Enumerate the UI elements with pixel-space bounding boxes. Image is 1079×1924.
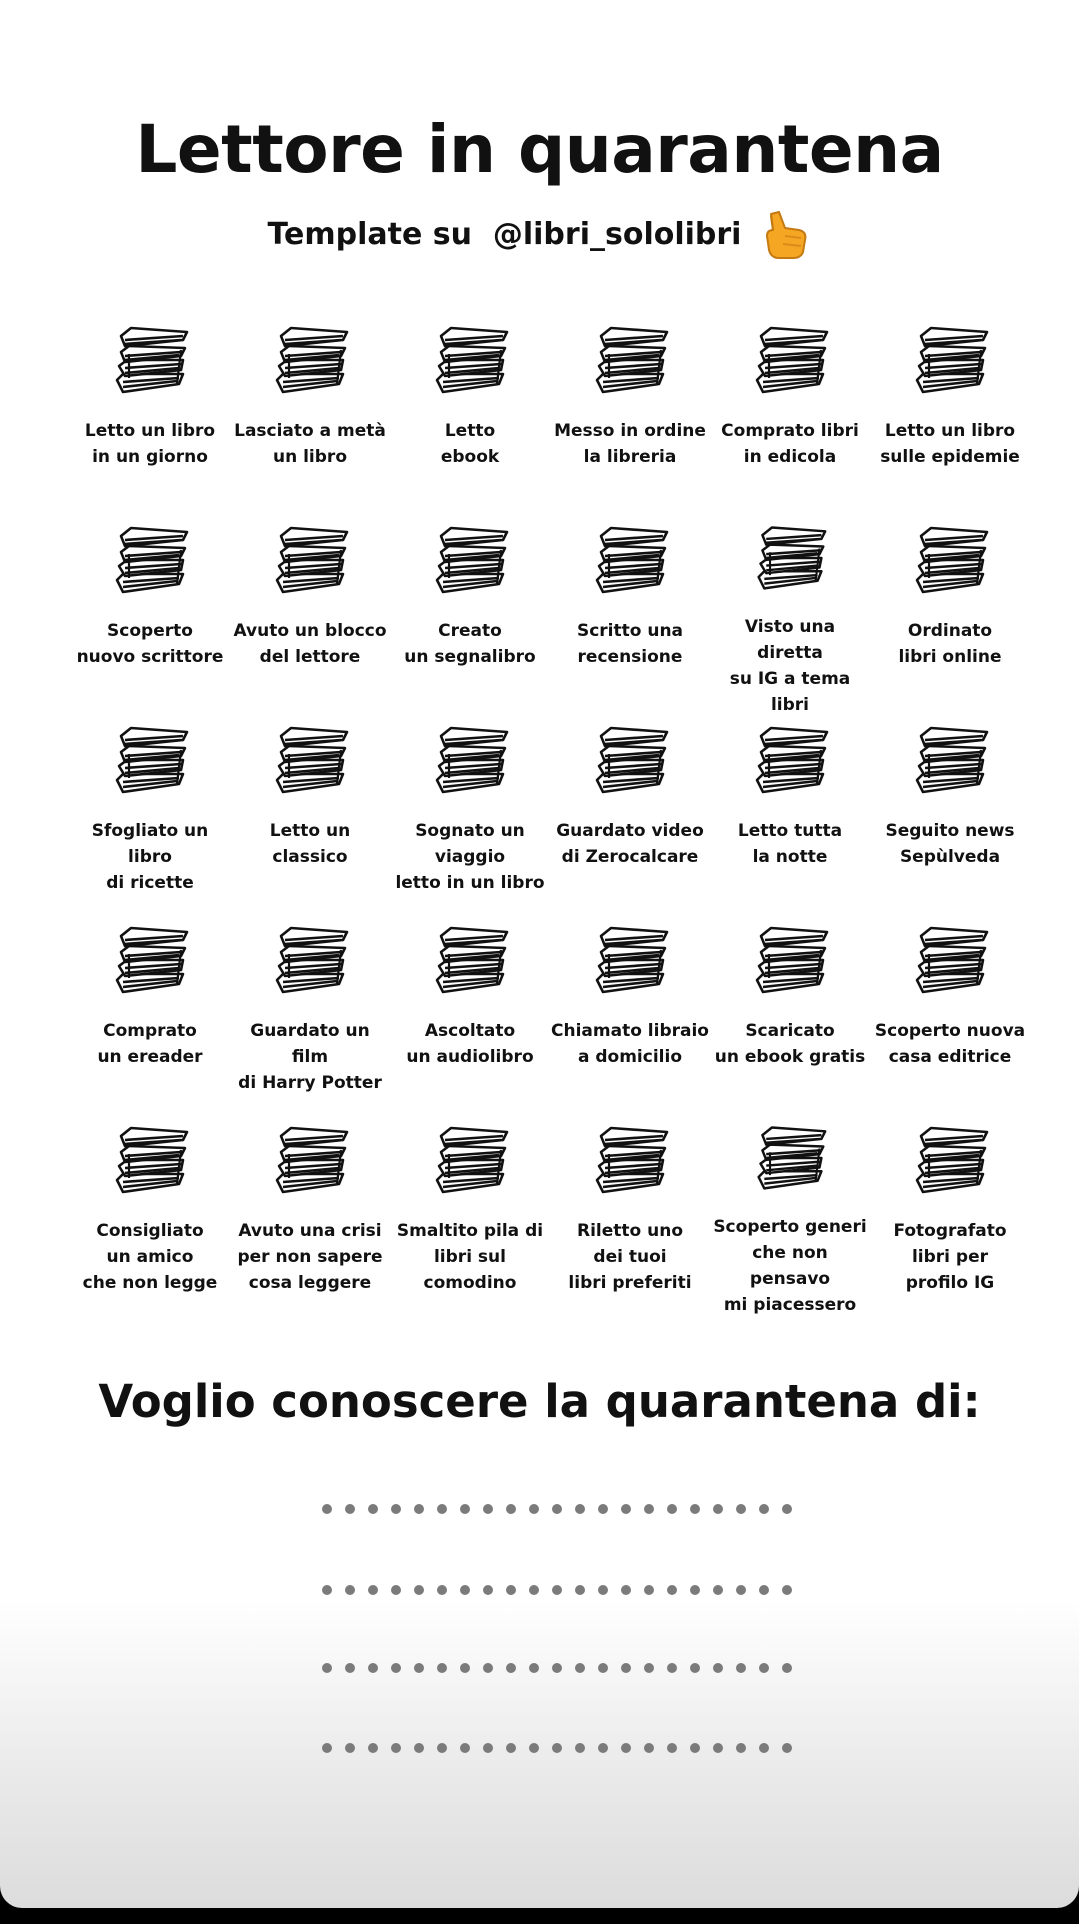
- activity-label: Sognato un viaggio letto in un libro: [395, 821, 545, 893]
- activity-item: [390, 518, 550, 718]
- activity-label: Letto un libro in un giorno: [84, 421, 216, 467]
- activity-label: Riletto uno dei tuoi libri preferiti: [568, 1221, 692, 1293]
- dot: [322, 1504, 332, 1514]
- activity-item: [870, 1118, 1030, 1318]
- book-stack-icon: [109, 518, 191, 600]
- dot: [621, 1663, 631, 1673]
- activity-item: [390, 718, 550, 918]
- dot: [690, 1743, 700, 1753]
- dot: [437, 1663, 447, 1673]
- dot: [575, 1663, 585, 1673]
- answer-dotted-line: [322, 1585, 792, 1595]
- dot: [506, 1504, 516, 1514]
- book-stack-icon: [429, 318, 511, 400]
- dot: [506, 1663, 516, 1673]
- dot: [644, 1663, 654, 1673]
- activity-item: [70, 518, 230, 718]
- dot: [575, 1585, 585, 1595]
- dot: [437, 1743, 447, 1753]
- dot: [759, 1504, 769, 1514]
- dot: [368, 1663, 378, 1673]
- activity-item: [710, 518, 870, 718]
- activity-item: [710, 718, 870, 918]
- dot: [322, 1585, 332, 1595]
- book-stack-icon: [589, 1118, 671, 1200]
- activity-item: [550, 718, 710, 918]
- activity-label: Comprato un ereader: [97, 1021, 203, 1067]
- activity-label: Avuto una crisi per non sapere cosa leggere: [237, 1221, 383, 1293]
- dot: [621, 1585, 631, 1595]
- book-stack-icon: [109, 1118, 191, 1200]
- dot: [437, 1504, 447, 1514]
- dot: [391, 1743, 401, 1753]
- activity-item: [70, 318, 230, 518]
- activity-label: Guardato un film di Harry Potter: [238, 1021, 382, 1093]
- book-stack-icon: [909, 1118, 991, 1200]
- dot: [391, 1585, 401, 1595]
- dot: [483, 1663, 493, 1673]
- activity-label: Scoperto generi che non pensavo mi piacessero: [713, 1217, 867, 1315]
- dot: [437, 1585, 447, 1595]
- dot: [345, 1504, 355, 1514]
- dot: [759, 1663, 769, 1673]
- activity-item: [390, 1118, 550, 1318]
- activity-item: [550, 318, 710, 518]
- book-stack-icon: [589, 318, 671, 400]
- dot: [414, 1663, 424, 1673]
- activity-item: [230, 318, 390, 518]
- dot: [414, 1504, 424, 1514]
- activity-label: Letto un libro sulle epidemie: [880, 421, 1020, 467]
- dot: [713, 1663, 723, 1673]
- dot: [690, 1504, 700, 1514]
- dot: [552, 1743, 562, 1753]
- book-stack-icon: [749, 1118, 831, 1196]
- dot: [368, 1743, 378, 1753]
- activity-item: [230, 718, 390, 918]
- dot: [759, 1585, 769, 1595]
- book-stack-icon: [909, 718, 991, 800]
- dot: [460, 1743, 470, 1753]
- book-stack-icon: [269, 1118, 351, 1200]
- book-stack-icon: [749, 918, 831, 1000]
- book-stack-icon: [429, 718, 511, 800]
- dot: [345, 1663, 355, 1673]
- activity-label: Seguito news Sepùlveda: [885, 821, 1015, 867]
- dot: [414, 1743, 424, 1753]
- activity-label: Visto una diretta su IG a tema libri: [729, 617, 851, 715]
- dot: [736, 1743, 746, 1753]
- book-stack-icon: [589, 918, 671, 1000]
- activity-item: [870, 518, 1030, 718]
- activity-label: Scaricato un ebook gratis: [714, 1021, 866, 1067]
- dot: [414, 1585, 424, 1595]
- dot: [529, 1504, 539, 1514]
- dot: [598, 1663, 608, 1673]
- book-stack-icon: [909, 518, 991, 600]
- activity-label: Ascoltato un audiolibro: [406, 1021, 534, 1067]
- activity-label: Fotografato libri per profilo IG: [893, 1221, 1007, 1293]
- activity-item: [390, 918, 550, 1118]
- book-stack-icon: [429, 918, 511, 1000]
- dot: [552, 1504, 562, 1514]
- activity-item: [70, 918, 230, 1118]
- dot: [621, 1743, 631, 1753]
- dot: [667, 1585, 677, 1595]
- book-stack-icon: [269, 518, 351, 600]
- book-stack-icon: [909, 918, 991, 1000]
- book-stack-icon: [749, 318, 831, 400]
- activity-label: Smaltito pila di libri sul comodino: [396, 1221, 544, 1293]
- dot: [345, 1585, 355, 1595]
- activity-item: [870, 918, 1030, 1118]
- activity-label: Avuto un blocco del lettore: [233, 621, 387, 667]
- activity-label: Scoperto nuovo scrittore: [76, 621, 224, 667]
- activity-label: Letto tutta la notte: [737, 821, 843, 867]
- dot: [759, 1743, 769, 1753]
- dot: [690, 1585, 700, 1595]
- dot: [667, 1743, 677, 1753]
- book-stack-icon: [269, 718, 351, 800]
- dot: [782, 1663, 792, 1673]
- dot: [575, 1504, 585, 1514]
- book-stack-icon: [269, 918, 351, 1000]
- answer-dotted-line: [322, 1504, 792, 1514]
- book-stack-icon: [109, 318, 191, 400]
- book-stack-icon: [589, 718, 671, 800]
- activity-item: [70, 718, 230, 918]
- activity-item: [870, 318, 1030, 518]
- activity-label: Messo in ordine la libreria: [554, 421, 706, 467]
- dot: [506, 1585, 516, 1595]
- dot: [483, 1504, 493, 1514]
- book-stack-icon: [109, 718, 191, 800]
- page-title: Lettore in quarantena: [135, 111, 944, 188]
- answer-dotted-line: [322, 1743, 792, 1753]
- dot: [368, 1504, 378, 1514]
- dot: [552, 1585, 562, 1595]
- subtitle: Template su @libri_sololibri: [267, 216, 742, 252]
- dot: [621, 1504, 631, 1514]
- activity-item: [230, 918, 390, 1118]
- activity-label: Lasciato a metà un libro: [234, 421, 386, 467]
- dot: [667, 1504, 677, 1514]
- book-stack-icon: [429, 1118, 511, 1200]
- activity-label: Chiamato libraio a domicilio: [551, 1021, 709, 1067]
- activity-label: Letto un classico: [269, 821, 351, 867]
- dot: [575, 1743, 585, 1753]
- activity-item: [230, 1118, 390, 1318]
- activity-item: [710, 918, 870, 1118]
- dot: [598, 1585, 608, 1595]
- activity-label: Comprato libri in edicola: [721, 421, 859, 467]
- dot: [529, 1585, 539, 1595]
- activity-label: Letto ebook: [440, 421, 500, 467]
- dot: [460, 1585, 470, 1595]
- activity-item: [550, 518, 710, 718]
- dot: [345, 1743, 355, 1753]
- activity-grid: [70, 318, 1030, 1318]
- pointing-hand-icon: [755, 206, 811, 262]
- dot: [644, 1585, 654, 1595]
- dot: [460, 1504, 470, 1514]
- activity-item: [390, 318, 550, 518]
- dot: [460, 1663, 470, 1673]
- activity-item: [710, 1118, 870, 1318]
- book-stack-icon: [589, 518, 671, 600]
- dot: [736, 1663, 746, 1673]
- dot: [391, 1504, 401, 1514]
- book-stack-icon: [269, 318, 351, 400]
- dot: [529, 1663, 539, 1673]
- answer-dotted-line: [322, 1663, 792, 1673]
- dot: [736, 1585, 746, 1595]
- book-stack-icon: [429, 518, 511, 600]
- dot: [736, 1504, 746, 1514]
- dot: [713, 1743, 723, 1753]
- dot: [782, 1585, 792, 1595]
- dot: [713, 1585, 723, 1595]
- dot: [391, 1663, 401, 1673]
- dot: [506, 1743, 516, 1753]
- activity-item: [550, 1118, 710, 1318]
- dot: [690, 1663, 700, 1673]
- dot: [552, 1663, 562, 1673]
- dot: [667, 1663, 677, 1673]
- dot: [598, 1743, 608, 1753]
- dot: [322, 1663, 332, 1673]
- activity-label: Ordinato libri online: [898, 621, 1002, 667]
- activity-item: [710, 318, 870, 518]
- activity-label: Guardato video di Zerocalcare: [556, 821, 704, 867]
- book-stack-icon: [909, 318, 991, 400]
- activity-item: [550, 918, 710, 1118]
- dot: [782, 1743, 792, 1753]
- activity-item: [870, 718, 1030, 918]
- subtitle-row: [0, 206, 1079, 262]
- activity-label: Creato un segnalibro: [404, 621, 536, 667]
- book-stack-icon: [749, 518, 831, 596]
- activity-item: [230, 518, 390, 718]
- dot: [644, 1504, 654, 1514]
- dot: [483, 1585, 493, 1595]
- activity-label: Scoperto nuova casa editrice: [874, 1021, 1026, 1067]
- dot: [713, 1504, 723, 1514]
- dot: [483, 1743, 493, 1753]
- activity-item: [70, 1118, 230, 1318]
- dot: [368, 1585, 378, 1595]
- dot: [782, 1504, 792, 1514]
- book-stack-icon: [749, 718, 831, 800]
- dot: [644, 1743, 654, 1753]
- activity-label: Consigliato un amico che non legge: [82, 1221, 218, 1293]
- book-stack-icon: [109, 918, 191, 1000]
- dot: [598, 1504, 608, 1514]
- question-heading: Voglio conoscere la quarantena di:: [98, 1375, 981, 1428]
- dot: [322, 1743, 332, 1753]
- dot: [529, 1743, 539, 1753]
- activity-label: Scritto una recensione: [576, 621, 684, 667]
- activity-label: Sfogliato un libro di ricette: [91, 821, 209, 893]
